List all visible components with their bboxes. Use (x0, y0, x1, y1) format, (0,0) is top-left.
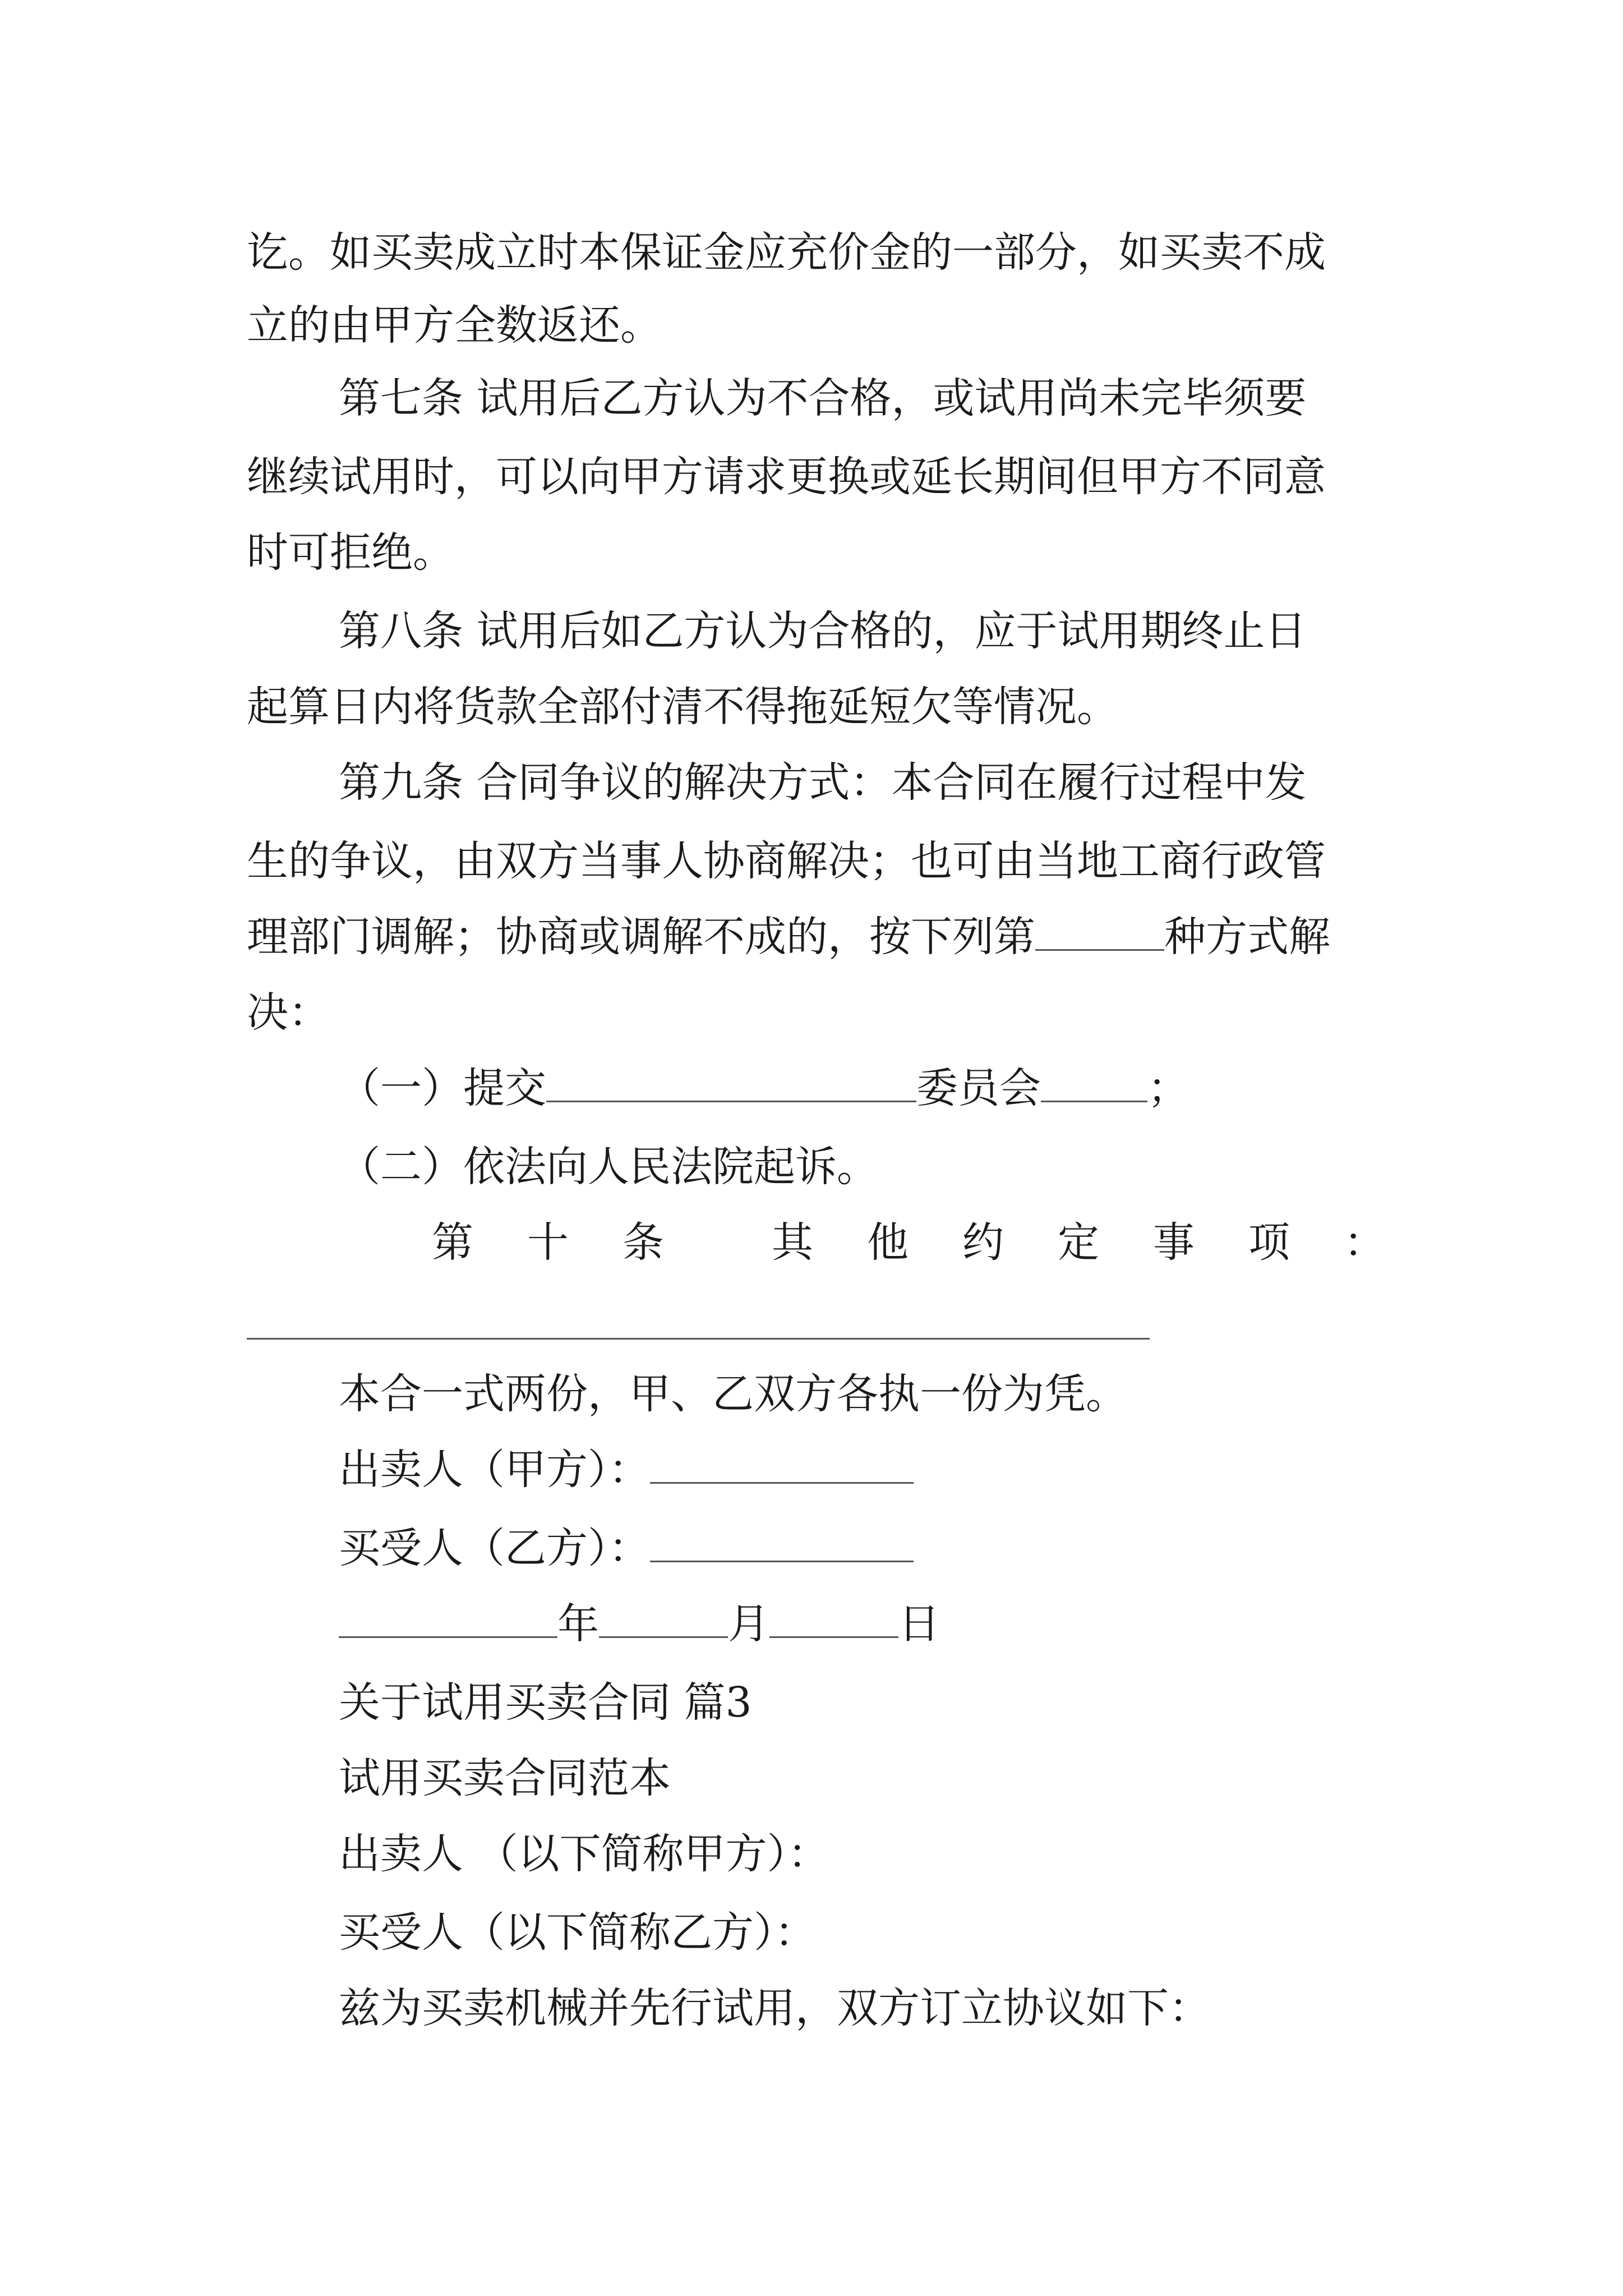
section-heading: 关于试用买卖合同 篇3 (339, 1678, 752, 1727)
article-10-char: 条 (623, 1218, 664, 1267)
article-9-line (247, 909, 1330, 965)
article-10-char: ： (1344, 1218, 1385, 1267)
article-9-text: 理部门调解；协商或调解不成的，按下列第 (247, 913, 1035, 961)
article-7-line: 继续试用时，可以向甲方请求更换或延长期间但甲方不同意 (247, 453, 1326, 501)
committee-blank[interactable] (1041, 1065, 1147, 1102)
option-1-text: ； (1147, 1064, 1189, 1112)
year-blank[interactable] (339, 1600, 557, 1638)
article-9-line: 决： (247, 988, 330, 1037)
option-2-line: （二）依法向人民法院起诉。 (339, 1143, 878, 1191)
article-10-char: 其 (772, 1218, 813, 1267)
copies-line: 本合一式两份，甲、乙双方各执一份为凭。 (339, 1370, 1127, 1418)
seller-label: 出卖人（甲方）： (339, 1446, 650, 1494)
month-label: 月 (728, 1600, 769, 1648)
article-10-char: 第 (432, 1218, 473, 1267)
article-10-char: 约 (962, 1218, 1004, 1267)
day-label: 日 (898, 1600, 940, 1648)
article-10-char: 他 (867, 1218, 909, 1267)
article-8-line: 第八条 试用后如乙方认为合格的，应于试用期终止日 (339, 607, 1307, 655)
buyer-label: 买受人（乙方）： (339, 1524, 650, 1572)
article-10-char: 十 (527, 1218, 569, 1267)
choice-blank[interactable] (1035, 913, 1164, 951)
paragraph-line: 立的由甲方全数返还。 (247, 301, 662, 349)
buyer-blank[interactable] (650, 1525, 914, 1562)
date-line (339, 1596, 940, 1652)
article-10-char: 定 (1058, 1218, 1099, 1267)
article-10-char: 事 (1153, 1218, 1195, 1267)
arbitration-body-blank[interactable] (546, 1065, 916, 1102)
year-label: 年 (557, 1600, 599, 1648)
template-title: 试用买卖合同范本 (339, 1754, 671, 1802)
seller-signature-line (339, 1442, 914, 1498)
article-7-line: 第七条 试用后乙方认为不合格，或试用尚未完毕须要 (339, 374, 1307, 422)
agreement-intro: 兹为买卖机械并先行试用，双方订立协议如下： (339, 1984, 1210, 2032)
article-9-line: 第九条 合同争议的解决方式：本合同在履行过程中发 (339, 758, 1307, 807)
seller-intro: 出卖人 （以下简称甲方）： (339, 1830, 829, 1878)
buyer-signature-line (339, 1520, 914, 1576)
option-1-line (339, 1060, 1189, 1116)
month-blank[interactable] (599, 1600, 728, 1638)
seller-blank[interactable] (650, 1446, 914, 1484)
article-7-line: 时可拒绝。 (247, 528, 454, 577)
option-1-text: 委员会 (916, 1064, 1041, 1112)
article-9-text: 种方式解 (1164, 913, 1330, 961)
option-1-text: （一）提交 (339, 1064, 546, 1112)
article-8-line: 起算日内将货款全部付清不得拖延短欠等情况。 (247, 683, 1118, 731)
paragraph-line: 讫。如买卖成立时本保证金应充价金的一部分，如买卖不成 (247, 228, 1326, 277)
day-blank[interactable] (769, 1600, 898, 1638)
article-9-line: 生的争议，由双方当事人协商解决；也可由当地工商行政管 (247, 837, 1326, 885)
buyer-intro: 买受人（以下简称乙方）： (339, 1908, 816, 1957)
article-10-char: 项 (1248, 1218, 1290, 1267)
other-matters-blank[interactable] (247, 1338, 1150, 1340)
article-10-line (432, 1214, 1385, 1271)
